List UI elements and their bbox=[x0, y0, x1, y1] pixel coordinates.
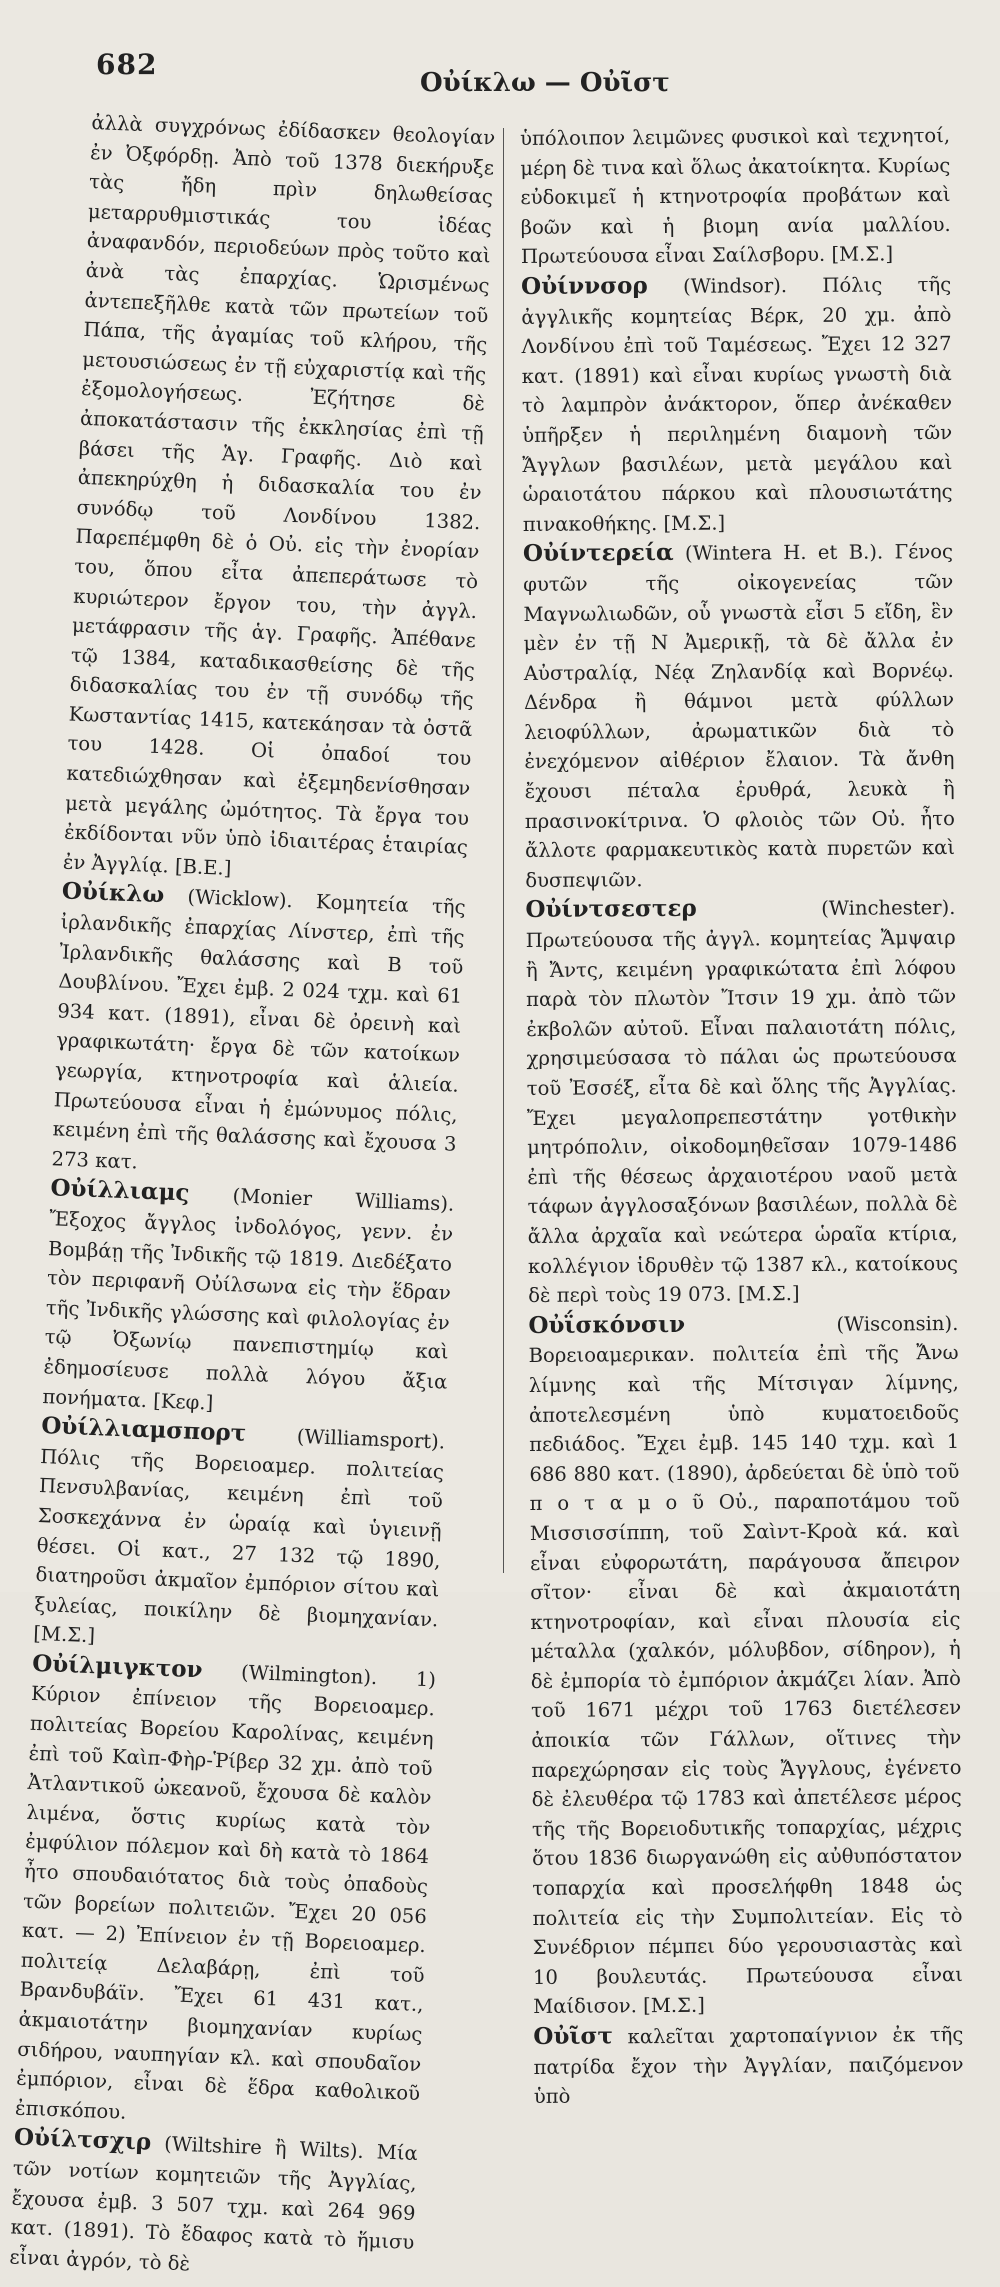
entry-headword: Οὐίκλω bbox=[61, 877, 165, 909]
entry bbox=[33, 1411, 446, 1664]
entry-text: (Wilmington). 1) Κύριον ἐπίνειον τῆς Βορειοαμερ. πολιτείας Βορείου Καρολίνας, κειμένη ἐπὶ τοῦ Καὶπ-Φὴρ-Ῥίβερ 32 χμ. ἀπὸ τοῦ Ἀτλαντικοῦ ὠκεανοῦ, ἔχουσα δὲ καλὸν λιμένα, ὅστις κυρίως κατὰ τὸν ἐμφύλιον πόλεμον καὶ δὴ κατὰ τὸ 1864 ἦτο σπουδαιότατος διὰ τοὺς ὀπαδοὺς τῶν βορείων πολιτειῶν. Ἔχει 20 056 κατ. — 2) Ἐπίνειον ἐν τῇ Βορειοαμερ. πολιτείᾳ Δελαβάρῃ, ἐπὶ τοῦ Βρανδυβάϊν. Ἔχει 61 431 κατ., ἀκμαιοτάτην βιομηχανίαν κυρίως σιδήρου, ναυπηγίαν κλ. καὶ σπουδαῖον ἐμπόριον, εἶναι δὲ ἕδρα καθολικοῦ ἐπισκόπου. bbox=[14, 1660, 437, 2124]
running-head: Οὐίκλω — Οὐῖστ bbox=[420, 68, 670, 98]
entry-headword: Οὐῖστ bbox=[533, 2022, 614, 2050]
entry-text: ὑπόλοιπον λειμῶνες φυσικοὶ καὶ τεχνητοί, μέρη δὲ τινα καὶ ὅλως ἀκατοίκητα. Κυρίως εὐδοκιμεῖ ἡ κτηνοτροφία προβάτων καὶ βοῶν καὶ ἡ βιομη ανία μαλλίου. Πρωτεύουσα εἶναι Σαίλσβορυ. [Μ.Σ.] bbox=[520, 123, 951, 269]
entry bbox=[521, 269, 953, 539]
entry bbox=[525, 892, 958, 1310]
entry-text: ἀλλὰ συγχρόνως ἐδίδασκεν θεολογίαν ἐν Ὀξφόρδῃ. Ἀπὸ τοῦ 1378 διεκήρυξε τὰς ἤδη πρὶν δηλωθείσας μεταρρυθμιστικάς του ἰδέας ἀναφανδόν, περιοδεύων πρὸς τοῦτο καὶ ἀνὰ τὰς ἐπαρχίας. Ὡρισμένως ἀντεπεξῆλθε κατὰ τῶν πρωτείων τοῦ Πάπα, τῆς ἀγαμίας τοῦ κλήρου, τῆς μετουσιώσεως ἐν τῇ εὐχαριστίᾳ καὶ τῆς ἐξομολογήσεως. Ἐζήτησε δὲ ἀποκατάστασιν τῆς ἐκκλησίας ἐπὶ τῇ βάσει τῆς Ἁγ. Γραφῆς. Διὸ καὶ ἀπεκηρύχθη ἡ διδασκαλία του ἐν συνόδῳ τοῦ Λονδίνου 1382. Παρεπέμφθη δὲ ὁ Οὐ. εἰς τὴν ἐνορίαν του, ὅπου εἶτα ἀπεπεράτωσε τὸ κυριώτερον ἔργον του, τὴν ἀγγλ. μετάφρασιν τῆς ἁγ. Γραφῆς. Ἀπέθανε τῷ 1384, καταδικασθείσης δὲ τῆς διδασκαλίας του ἐν τῇ συνόδῳ τῆς Κωσταντίας 1415, κατεκάησαν τὰ ὀστᾶ του 1428. Οἱ ὀπαδοί του κατεδιώχθησαν καὶ ἐξεμηδενίσθησαν μετὰ μεγάλης ὠμότητος. Τὰ ἔργα του ἐκδίδονται νῦν ὑπὸ ἰδιαιτέρας ἑταιρίας ἐν Ἀγγλίᾳ. [Β.Ε.] bbox=[62, 110, 496, 880]
entry bbox=[62, 108, 495, 892]
entry-headword: Οὐίννσορ bbox=[521, 272, 648, 300]
entry bbox=[51, 877, 466, 1189]
entry-text: (Windsor). Πόλις τῆς ἀγγλικῆς κομητείας Βέρκ, 20 χμ. ἀπὸ Λονδίνου ἐπὶ τοῦ Ταμέσεως. Ἔχει 12 327 κατ. (1891) καὶ εἶναι κυρίως γνωστὴ διὰ τὸ λαμπρὸν ἀνάκτορον, ὅπερ ἀνέκαθεν ὑπῆρξεν ἡ περιλημένη διαμονὴ τῶν Ἄγγλων βασιλέων, μετὰ μεγάλου καὶ ὡραιοτάτου πάρκου καὶ πλουσιωτάτης πινακοθήκης. [Μ.Σ.] bbox=[521, 272, 953, 536]
entry-headword: Οὐίλμιγκτον bbox=[31, 1649, 204, 1684]
entry-text: (Wintera H. et B.). Γένος φυτῶν τῆς οἰκογενείας τῶν Μαγνωλιωδῶν, οὗ γνωστὰ εἶσι 5 εἴδη, ἓν μὲν ἐν τῇ Ν Ἀμερικῇ, τὰ δὲ ἄλλα ἐν Αὐστραλίᾳ, Νέᾳ Ζηλανδίᾳ καὶ Βορνέῳ. Δένδρα ἢ θάμνοι μετὰ φύλλων λειοφύλλων, ἀρωματικῶν διὰ τὸ ἐνεχόμενον αἰθέριον ἔλαιον. Τὰ ἄνθη ἔχουσι πέταλα ἐρυθρά, λευκὰ ἢ πρασινοκίτρινα. Ὁ φλοιὸς τῶν Οὐ. ἦτο ἄλλοτε φαρμακευτικὸς κατὰ πυρετῶν καὶ δυσπεψιῶν. bbox=[523, 540, 956, 892]
entry bbox=[15, 1649, 437, 2139]
entry-headword: Οὐίντερεία bbox=[522, 539, 674, 568]
right-column bbox=[520, 121, 964, 2112]
entry-text: (Winchester). Πρωτεύουσα τῆς ἀγγλ. κομητείας Ἄμψαιρ ἢ Ἄντς, κειμένη γραφικώτατα ἐπὶ λόφου παρὰ τὸν πλωτὸν Ἴτσιν 19 χμ. ἀπὸ τῶν ἐκβολῶν αὐτοῦ. Εἶναι παλαιοτάτη πόλις, χρησιμεύσασα τὸ πάλαι ὡς πρωτεύουσα τοῦ Ἐσσέξ, εἶτα δὲ καὶ ὅλης τῆς Ἀγγλίας. Ἔχει μεγαλοπρεπεστάτην γοτθικὴν μητρόπολιν, οἰκοδομηθεῖσαν 1079-1486 ἐπὶ τῆς θέσεως ἀρχαιοτέρου ναοῦ μετὰ τάφων ἀγγλοσαξόνων βασιλέων, πολλὰ δὲ ἄλλα ἀρχαῖα καὶ νεώτερα ὡραῖα κτίρια, κολλέγιον ἱδρυθὲν τῷ 1387 κλ., κατοίκους δὲ περὶ τοὺς 19 073. [Μ.Σ.] bbox=[525, 896, 959, 1308]
column-divider bbox=[503, 128, 504, 1573]
entry-headword: Οὐίντσεστερ bbox=[525, 895, 697, 924]
entry bbox=[520, 121, 951, 272]
left-column bbox=[9, 108, 496, 2287]
entry bbox=[9, 2123, 418, 2287]
entry-text: (Wisconsin). Βορειοαμερικαν. πολιτεία ἐπὶ τῆς Ἄνω λίμνης καὶ τῆς Μίτσιγαν λίμνης, ἀποτελεσμένη ὑπὸ κυματοειδοῦς πεδιάδος. Ἔχει ἐμβ. 145 140 τχμ. καὶ 1 686 880 κατ. (1890), ἀρδεύεται δὲ ὑπὸ τοῦ π ο τ α μ ο ῦ Οὐ., παραποτάμου τοῦ Μισσισσίππη, τοῦ Σαὶντ-Κροὰ κά. καὶ εἶναι εὐφορωτάτη, παράγουσα ἄπειρον σῖτον· εἶναι δὲ καὶ ἀκμαιοτάτη κτηνοτροφίαν, καὶ εἶναι πλουσία εἰς μέταλλα (χαλκόν, μόλυβδον, σίδηρον), ἡ δὲ ἐμπορία τὸ ἐμπόριον ἀκμάζει λίαν. Ἀπὸ τοῦ 1671 μέχρι τοῦ 1763 διετέλεσεν ἀποικία τῶν Γάλλων, οἵτινες τὴν παρεχώρησαν εἰς τοὺς Ἄγγλους, ἐγένετο δὲ ἐλευθέρα τῷ 1783 καὶ ἀπετέλεσε μέρος τῆς τῆς Βορειοδυτικῆς τοπαρχίας, μέχρις ὅτου 1836 διωργανώθη εἰς αὐθυπόστατον τοπαρχία καὶ προσελήφθη 1848 ὡς πολιτεία εἰς τὴν Συμπολιτείαν. Εἰς τὸ Συνέδριον πέμπει δύο γερουσιαστὰς καὶ 10 βουλευτάς. Πρωτεύουσα εἶναι Μαίδισον. [Μ.Σ.] bbox=[528, 1311, 964, 2019]
entry-text: (Williamsport). Πόλις τῆς Βορειοαμερ. πολιτείας Πενσυλβανίας, κειμένη ἐπὶ τοῦ Σοσκεχάννα ἐν ὡραίᾳ καὶ ὑγιεινῇ θέσει. Οἱ κατ., 27 132 τῷ 1890, διατηροῦσι ἀκμαῖον ἐμπόριον σίτου καὶ ξυλείας, ποικίλην δὲ βιομηχανίαν. [Μ.Σ.] bbox=[32, 1424, 446, 1648]
entry bbox=[533, 2019, 964, 2112]
entry-text: (Wicklow). Κομητεία τῆς ἰρλανδικῆς ἐπαρχίας Λίνστερ, ἐπὶ τῆς Ἰρλανδικῆς θαλάσσης καὶ Β τοῦ Δουβλίνου. Ἔχει ἐμβ. 2 024 τχμ. καὶ 61 934 κατ. (1891), εἶναι δὲ ὀρεινὴ καὶ γραφικωτάτη· ἔργα δὲ τῶν κατοίκων γεωργία, κτηνοτροφία καὶ ἁλιεία. Πρωτεύουσα εἶναι ἡ ἐμώνυμος πόλις, κειμένη ἐπὶ τῆς θαλάσσης καὶ ἔχουσα 3 273 κατ. bbox=[51, 885, 467, 1174]
entry-text: (Monier Williams). Ἔξοχος ἄγγλος ἰνδολόγος, γενν. ἐν Βομβάῃ τῆς Ἰνδικῆς τῷ 1819. Διεδέξατο τὸν περιφανῆ Οὐίλσωνα εἰς τὴν ἕδραν τῆς Ἰνδικῆς γλώσσης καὶ φιλολογίας ἐν τῷ Ὀξωνίῳ πανεπιστημίῳ καὶ ἐδημοσίευσε πολλὰ λόγου ἄξια πονήματα. [Κεφ.] bbox=[42, 1184, 455, 1415]
entry bbox=[523, 536, 955, 895]
entry-headword: Οὐίλλιαμσπορτ bbox=[40, 1412, 247, 1448]
entry-headword: Οὐΐσκόνσιν bbox=[528, 1310, 686, 1339]
page-number: 682 bbox=[96, 48, 158, 81]
entry bbox=[528, 1308, 963, 2022]
entry bbox=[42, 1174, 455, 1427]
entry-headword: Οὐίλτσχιρ bbox=[13, 2123, 152, 2157]
entry-text: (Wiltshire ἢ Wilts). Μία τῶν νοτίων κομητειῶν τῆς Ἀγγλίας, ἔχουσα ἐμβ. 3 507 τχμ. καὶ 264 969 κατ. (1891). Τὸ ἔδαφος κατὰ τὸ ἥμισυ εἶναι ἀγρόν, τὸ δὲ bbox=[9, 2132, 419, 2276]
entry-text: καλεῖται χαρτοπαίγνιον ἐκ τῆς πατρίδα ἔχον τὴν Ἀγγλίαν, παιζόμενον ὑπὸ bbox=[533, 2022, 964, 2109]
entry-headword: Οὐίλλιαμς bbox=[49, 1174, 190, 1207]
